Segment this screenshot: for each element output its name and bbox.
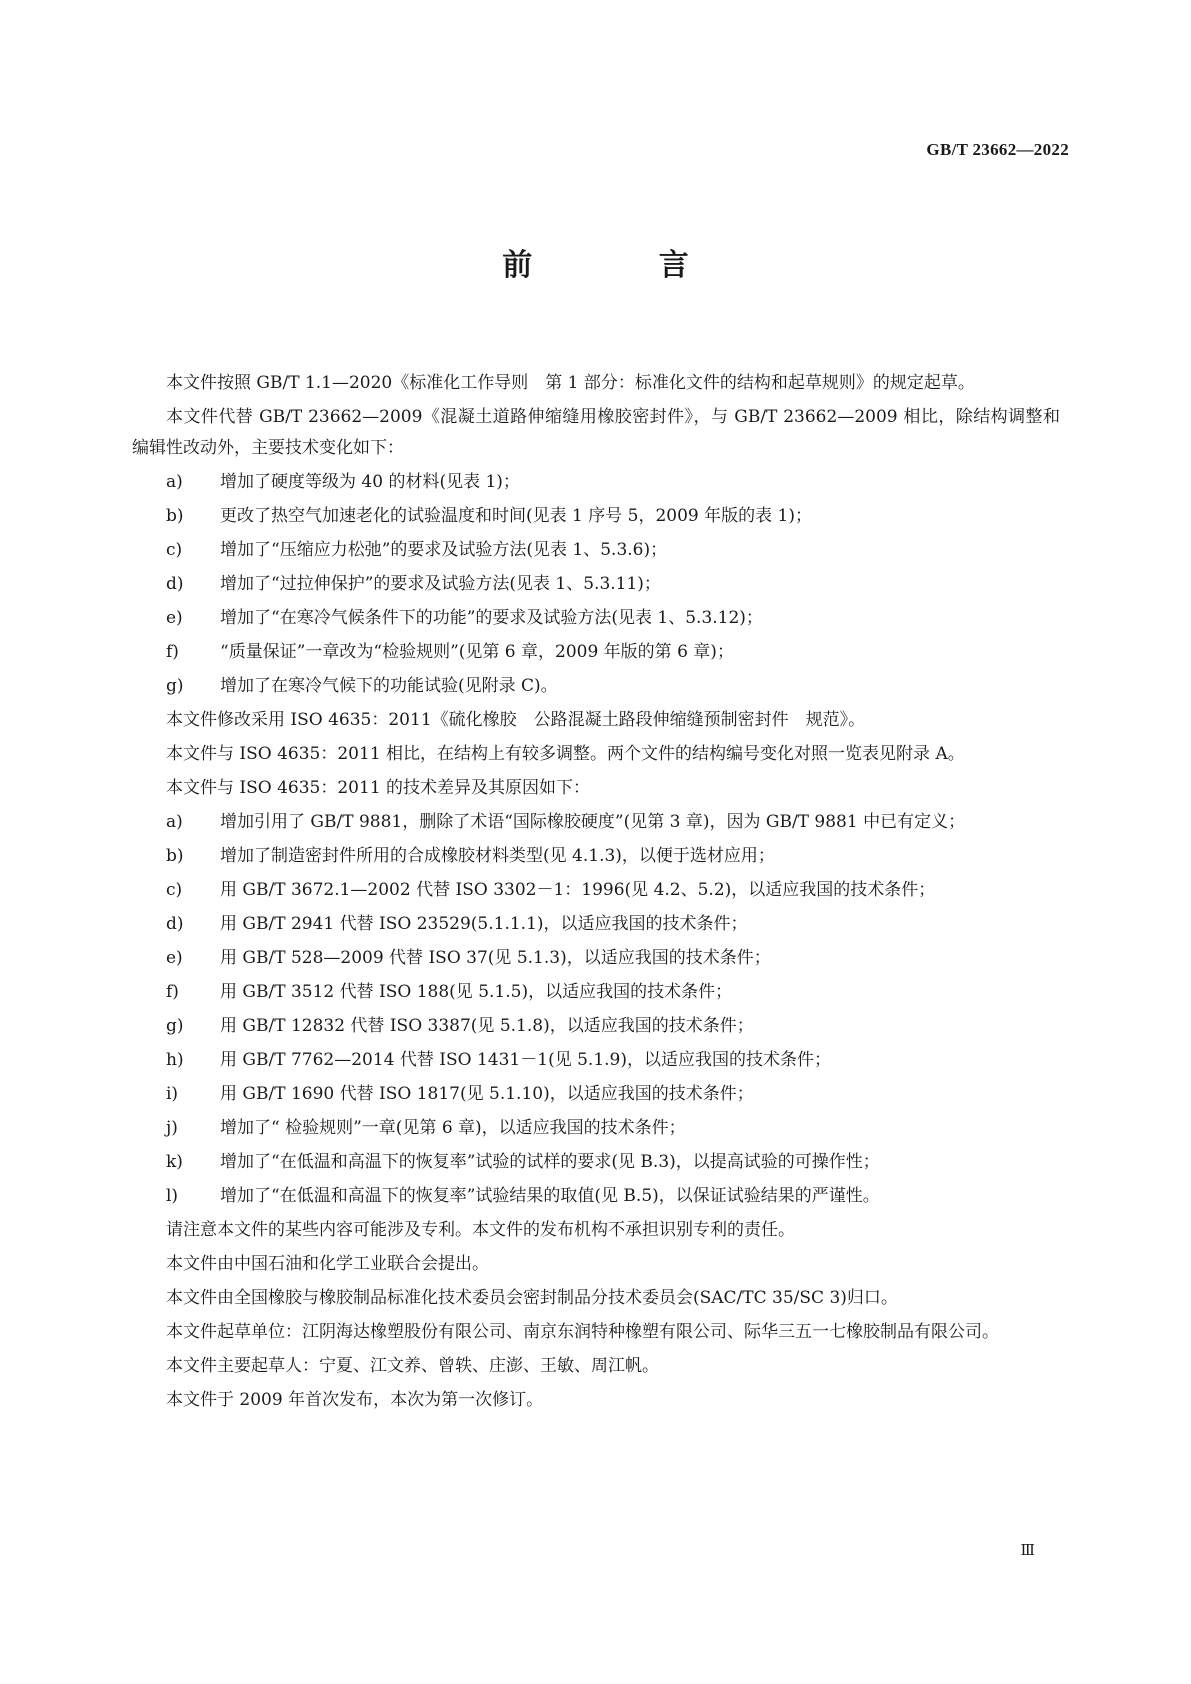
list-item xyxy=(132,671,1060,702)
list-marker: b) xyxy=(166,506,184,526)
list-marker: i) xyxy=(166,1084,179,1104)
list-item xyxy=(132,909,1060,940)
list-item xyxy=(132,1079,1060,1110)
list-text: 增加了硬度等级为 40 的材料(见表 1)； xyxy=(220,472,520,492)
list-item xyxy=(132,1113,1060,1144)
list-marker: h) xyxy=(166,1050,184,1070)
paragraph: 本文件由全国橡胶与橡胶制品标准化技术委员会密封制品分技术委员会(SAC/TC 35/SC 3)归口。 xyxy=(166,1288,898,1308)
list-marker: k) xyxy=(166,1152,183,1172)
list-marker: b) xyxy=(166,846,184,866)
technical-differences-list xyxy=(132,807,1060,1212)
list-item xyxy=(132,875,1060,906)
paragraph: 本文件按照 GB/T 1.1—2020《标准化工作导则 第 1 部分：标准化文件的结构和起草规则》的规定起草。 xyxy=(166,373,975,393)
list-text: 用 GB/T 528—2009 代替 ISO 37(见 5.1.3)，以适应我国的技术条件； xyxy=(220,948,771,968)
list-text: 用 GB/T 3672.1—2002 代替 ISO 3302－1：1996(见 4.2、5.2)，以适应我国的技术条件； xyxy=(220,880,936,900)
list-marker: f) xyxy=(166,982,179,1002)
list-item xyxy=(132,1045,1060,1076)
list-item xyxy=(132,1181,1060,1212)
paragraph: 本文件修改采用 ISO 4635：2011《硫化橡胶 公路混凝土路段伸缩缝预制密封件 规范》。 xyxy=(166,710,866,730)
page-title: 前 言 xyxy=(502,248,747,283)
paragraph: 本文件起草单位：江阴海达橡塑股份有限公司、南京东润特种橡塑有限公司、际华三五一七橡胶制品有限公司。 xyxy=(166,1322,999,1342)
list-item xyxy=(132,569,1060,600)
list-text: 用 GB/T 1690 代替 ISO 1817(见 5.1.10)，以适应我国的技术条件； xyxy=(220,1084,754,1104)
document-code: GB/T 23662—2022 xyxy=(926,140,1069,159)
list-text: 更改了热空气加速老化的试验温度和时间(见表 1 序号 5，2009 年版的表 1)； xyxy=(220,506,812,526)
list-item xyxy=(132,637,1060,668)
list-marker: c) xyxy=(166,540,183,560)
list-item xyxy=(132,1011,1060,1042)
page-number: Ⅲ xyxy=(1020,1543,1035,1559)
list-marker: g) xyxy=(166,676,184,696)
paragraph: 本文件于 2009 年首次发布，本次为第一次修订。 xyxy=(166,1390,544,1410)
paragraph: 本文件由中国石油和化学工业联合会提出。 xyxy=(166,1254,489,1274)
list-marker: e) xyxy=(166,948,183,968)
foreword-body xyxy=(132,368,1060,1419)
list-text: 增加了“在低温和高温下的恢复率”试验的试样的要求(见 B.3)，以提高试验的可操作性； xyxy=(220,1152,880,1172)
paragraph: 本文件与 ISO 4635：2011 相比，在结构上有较多调整。两个文件的结构编号变化对照一览表见附录 A。 xyxy=(166,744,965,764)
list-item xyxy=(132,603,1060,634)
list-text: 增加了制造密封件所用的合成橡胶材料类型(见 4.1.3)，以便于选材应用； xyxy=(220,846,775,866)
paragraph: 本文件代替 GB/T 23662—2009《混凝土道路伸缩缝用橡胶密封件》，与 GB/T 23662—2009 相比，除结构调整和编辑性改动外，主要技术变化如下： xyxy=(132,407,1060,458)
list-text: 增加了“在寒冷气候条件下的功能”的要求及试验方法(见表 1、5.3.12)； xyxy=(220,608,763,628)
list-item xyxy=(132,535,1060,566)
paragraph: 本文件与 ISO 4635：2011 的技术差异及其原因如下： xyxy=(166,778,591,798)
list-item xyxy=(132,841,1060,872)
list-text: 增加了“过拉伸保护”的要求及试验方法(见表 1、5.3.11)； xyxy=(220,574,661,594)
list-text: 用 GB/T 12832 代替 ISO 3387(见 5.1.8)，以适应我国的技术条件； xyxy=(220,1016,754,1036)
list-item xyxy=(132,1147,1060,1178)
paragraph: 本文件主要起草人：宁夏、江文养、曾轶、庄澎、王敏、周江帆。 xyxy=(166,1356,659,1376)
list-marker: g) xyxy=(166,1016,184,1036)
list-text: 增加引用了 GB/T 9881，删除了术语“国际橡胶硬度”(见第 3 章)，因为 GB/T 9881 中已有定义； xyxy=(220,812,966,832)
list-marker: f) xyxy=(166,642,179,662)
list-item xyxy=(132,501,1060,532)
technical-changes-list xyxy=(132,467,1060,702)
list-marker: d) xyxy=(166,574,184,594)
list-marker: a) xyxy=(166,472,183,492)
list-text: 增加了“在低温和高温下的恢复率”试验结果的取值(见 B.5)，以保证试验结果的严谨性。 xyxy=(220,1186,880,1206)
paragraph: 请注意本文件的某些内容可能涉及专利。本文件的发布机构不承担识别专利的责任。 xyxy=(166,1220,795,1240)
list-text: 增加了“压缩应力松弛”的要求及试验方法(见表 1、5.3.6)； xyxy=(220,540,668,560)
list-item xyxy=(132,943,1060,974)
list-marker: j) xyxy=(166,1118,178,1138)
list-text: 增加了“ 检验规则”一章(见第 6 章)，以适应我国的技术条件； xyxy=(220,1118,686,1138)
list-marker: e) xyxy=(166,608,183,628)
list-marker: l) xyxy=(166,1186,179,1206)
list-text: 用 GB/T 7762—2014 代替 ISO 1431－1(见 5.1.9)，以适应我国的技术条件； xyxy=(220,1050,831,1070)
list-item xyxy=(132,807,1060,838)
list-text: 用 GB/T 3512 代替 ISO 188(见 5.1.5)，以适应我国的技术条件； xyxy=(220,982,733,1002)
list-marker: c) xyxy=(166,880,183,900)
list-text: 用 GB/T 2941 代替 ISO 23529(5.1.1.1)，以适应我国的技术条件； xyxy=(220,914,748,934)
list-text: “质量保证”一章改为“检验规则”(见第 6 章，2009 年版的第 6 章)； xyxy=(220,642,734,662)
list-item xyxy=(132,467,1060,498)
list-marker: d) xyxy=(166,914,184,934)
list-text: 增加了在寒冷气候下的功能试验(见附录 C)。 xyxy=(220,676,558,696)
list-item xyxy=(132,977,1060,1008)
list-marker: a) xyxy=(166,812,183,832)
